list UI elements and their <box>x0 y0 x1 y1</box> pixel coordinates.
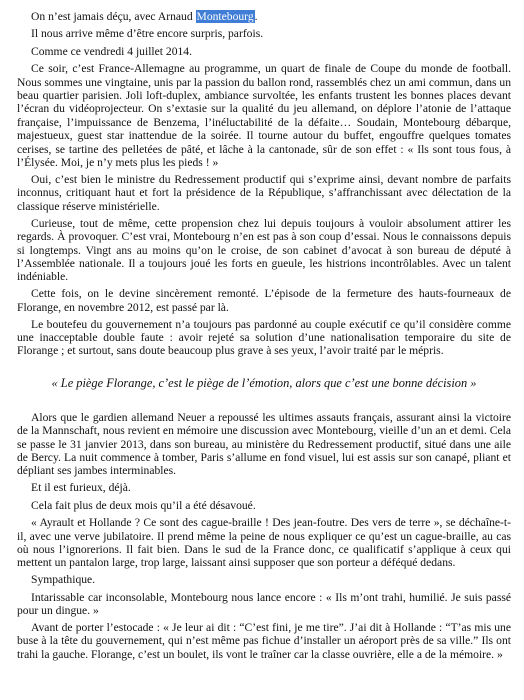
paragraph-desavoue: Cela fait plus de deux mois qu’il a été désavoué. <box>31 498 256 512</box>
paragraph-opening <box>17 10 511 23</box>
paragraph-intarissable: Intarissable car inconsolable, Montebourg nous lance encore : « Ils m’ont trahi, humilié. Je suis passé pour un dingue. » <box>17 590 511 618</box>
paragraph-opening-text: On n’est jamais déçu, avec Arnaud <box>31 10 196 23</box>
paragraph-neuer: Alors que le gardien allemand Neuer a repoussé les ultimes assauts français, assurant ainsi la victoire de la Mannschaft, nous revient en mémoire une discussion avec Montebourg, vieille d’un an et demi. Cela se passe le 31 janvier 2013, dans son bureau, au ministère du Redressement productif, situé dans une aile de Bercy. La nuit commence à tomber, Paris s’allume en fond visuel, lui est assis sur son canapé, pliant et dépliant ses jambes interminables. <box>17 410 511 478</box>
paragraph-opening-end: . <box>254 10 258 23</box>
paragraph-furieux: Et il est furieux, déjà. <box>31 481 131 495</box>
pull-quote: « Le piège Florange, c’est le piège de l’émotion, alors que c’est une bonne décision » <box>51 375 477 390</box>
paragraph-date: Comme ce vendredi 4 juillet 2014. <box>31 44 192 58</box>
paragraph-provocation: Curieuse, tout de même, cette propension chez lui depuis toujours à vouloir absolument attirer les regards. À provoquer. C’est vrai, Montebourg n’en est pas à son coup d’essai. Nous le connaissons depuis si longtemps. Vingt ans au moins qu’on le croise, de son cabinet d’avocat à son bureau de député à l’Assemblée nationale. Il a toujours joué les forts en gueule, les histrions incontrôlables. Avec un talent indéniable. <box>17 216 511 284</box>
paragraph-minister: Oui, c’est bien le ministre du Redressement productif qui s’exprime ainsi, devant nombre de parfaits inconnus, critiquant haut et fort la présidence de la République, s’affranchissant avec délectation de la classique réserve ministérielle. <box>17 172 511 213</box>
paragraph-estocade: Avant de porter l’estocade : « Je leur ai dit : “C’est fini, je me tire”. J’ai dit à Hollande : “T’as mis une buse à la tête du gouvernement, qui n’est même pas fichue d’installer un aéroport près de sa ville.” Ils ont trahi la gauche. Florange, c’est un boulet, ils vont le traîner car la classe ouvrière, elle a de la mémoire. » <box>17 620 511 661</box>
document-page <box>17 10 511 665</box>
paragraph-surprise: Il nous arrive même d’être encore surpris, parfois. <box>31 27 264 41</box>
paragraph-cague-braille: « Ayrault et Hollande ? Ce sont des cague-braille ! Des jean-foutre. Des vers de terre », se déchaîne-t-il, avec une verve jubilatoire. Il prend même la peine de nous expliquer ce qu’est un cague-braille, au cas où nous l’ignorerions. Il fait bien. Dans le sud de la France donc, ce qualificatif s’applique à ceux qui mettent un pantalon large, trop large, laissant ainsi supposer que son porteur a déféqué dedans. <box>17 516 511 570</box>
paragraph-sympathique: Sympathique. <box>31 573 96 587</box>
paragraph-florange: Cette fois, on le devine sincèrement remonté. L’épisode de la fermeture des hauts-fourneaux de Florange, en novembre 2012, est passé par là. <box>17 287 511 314</box>
selected-text-montebourg[interactable]: Montebourg <box>196 10 254 23</box>
paragraph-double-faute: Le boutefeu du gouvernement n’a toujours pas pardonné au couple exécutif ce qu’il considère comme une inacceptable double faute : avoir rejeté sa solution d’une nationalisation temporaire du site de Florange ; et surtout, sans doute beaucoup plus grave à ses yeux, l’avoir traité par le mépris. <box>17 317 511 358</box>
paragraph-match-evening: Ce soir, c’est France-Allemagne au programme, un quart de finale de Coupe du monde de football. Nous sommes une vingtaine, unis par la passion du ballon rond, rassemblés chez un ami commun, dans un beau quartier parisien. Joli loft-duplex, ambiance survoltée, les enfants trustent les bonnes places devant l’écran du vidéoprojecteur. On s’extasie sur la qualité du jeu allemand, on déplore l’atonie de l’attaque française, l’impuissance de Benzema, l’inéluctabilité de la défaite… Soudain, Montebourg débarque, majestueux, guest star inattendue de la soirée. Il tourne autour du buffet, engouffre quelques tomates cerises, se tartine des pelletées de pâté, et lâche à la cantonade, sûr de son effet : « Ils sont tous fous, à l’Élysée. Moi, je n’y mets plus les pieds ! » <box>17 62 511 170</box>
